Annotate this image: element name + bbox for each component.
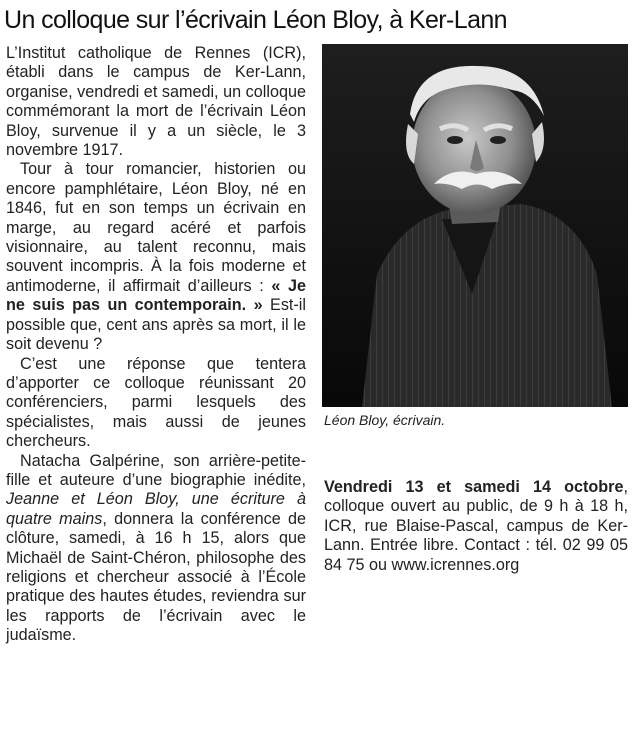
paragraph-3: C’est une réponse que tentera d’apporter ce colloque réunissant 20 conférenciers, parmi lesquels des spécialistes, mais aussi de jeunes chercheurs. (6, 354, 306, 451)
event-details: , colloque ouvert au public, de 9 h à 18 h, ICR, rue Blaise-Pascal, campus de Ker-Lann. Entrée libre. Contact : tél. 02 99 05 84 75 ou www.icrennes.org (324, 478, 628, 574)
event-info (324, 478, 628, 575)
paragraph-4-rest: , donnera la conférence de clôture, samedi, à 16 h 15, alors que Michaël de Saint-Chéron, philosophe des religions et chercheur associé à l’École pratique des hautes études, reviendra sur les rapports de l’écrivain avec le judaïsme. (6, 509, 306, 645)
paragraph-4 (6, 452, 306, 646)
portrait-illustration (322, 44, 628, 407)
leon-bloy-portrait-photo (322, 44, 628, 407)
event-dates: Vendredi 13 et samedi 14 octobre (324, 478, 624, 496)
biography-title: Jeanne et Léon Bloy, une écriture à quatre mains (6, 490, 306, 528)
bloy-quote: « Je ne suis pas un contemporain. » (6, 276, 306, 315)
photo-caption: Léon Bloy, écrivain. (324, 412, 446, 428)
article-headline: Un colloque sur l’écrivain Léon Bloy, à Ker-Lann (4, 6, 507, 34)
paragraph-2-question: Est-il possible que, cent ans après sa mort, il le soit devenu ? (6, 296, 307, 354)
article-body (6, 44, 306, 646)
paragraph-2-text: Tour à tour romancier, historien ou encore pamphlétaire, Léon Bloy, né en 1846, fut en son temps un écrivain en marge, au regard acéré et parfois visionnaire, au talent reconnu, mais souvent incompris. À la fois moderne et antimoderne, il affirmait d’ailleurs : (6, 160, 306, 295)
paragraph-1: L’Institut catholique de Rennes (ICR), établi dans le campus de Ker-Lann, organise, vendredi et samedi, un colloque commémorant la mort de l’écrivain Léon Bloy, survenue il y a un siècle, le 3 novembre 1917. (6, 44, 306, 160)
paragraph-2 (6, 160, 306, 354)
paragraph-4-text: Natacha Galpérine, son arrière-petite-fille et auteure d’une biographie inédite, (6, 451, 306, 489)
